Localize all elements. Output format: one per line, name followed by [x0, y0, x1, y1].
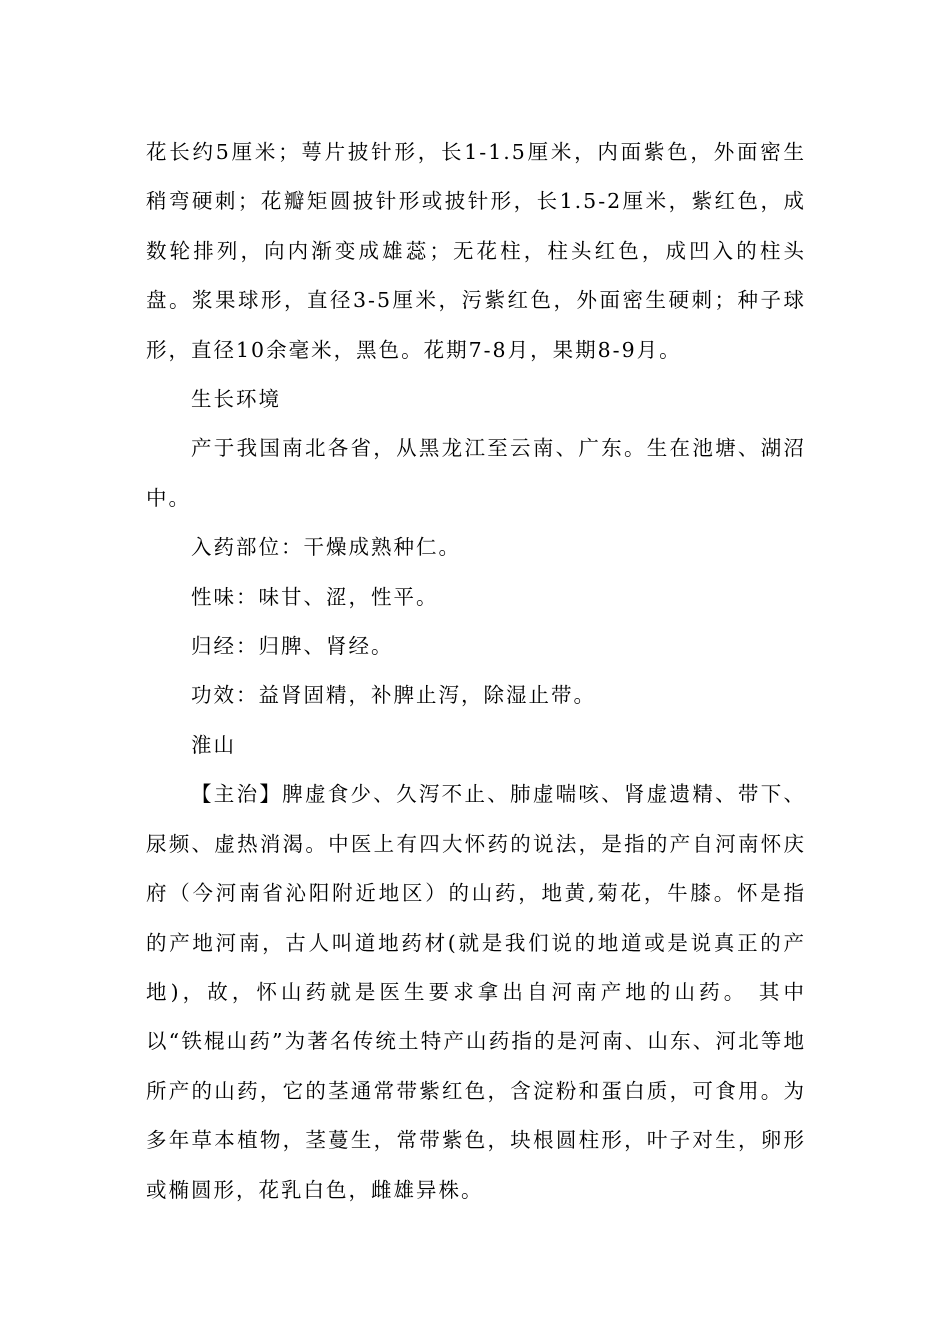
- paragraph-indications: 【主治】脾虚食少、久泻不止、肺虚喘咳、肾虚遗精、带下、尿频、虚热消渴。中医上有四大怀药的说法，是指的产自河南怀庆府（今河南省沁阳附近地区）的山药，地黄,菊花，牛膝。怀是指的产地河南，古人叫道地药材(就是我们说的地道或是说真正的产地)，故，怀山药就是医生要求拿出自河南产地的山药。 其中以“铁棍山药”为著名传统土特产山药指的是河南、山东、河北等地所产的山药，它的茎通常带紫红色，含淀粉和蛋白质，可食用。为多年草本植物，茎蔓生，常带紫色，块根圆柱形，叶子对生，卵形或椭圆形，花乳白色，雌雄异株。: [146, 782, 806, 1202]
- paragraph-distribution: 产于我国南北各省，从黑龙江至云南、广东。生在池塘、湖沼中。: [146, 436, 806, 510]
- paragraph-flower-description: 花长约5厘米；萼片披针形，长1-1.5厘米，内面紫色，外面密生稍弯硬刺；花瓣矩圆披针形或披针形，长1.5-2厘米，紫红色，成数轮排列，向内渐变成雄蕊；无花柱，柱头红色，成凹入的柱头盘。浆果球形，直径3-5厘米，污紫红色，外面密生硬刺；种子球形，直径10余毫米，黑色。花期7-8月，果期8-9月。: [146, 140, 806, 362]
- document-body: [146, 128, 806, 1215]
- heading-huaishan: 淮山: [191, 732, 236, 757]
- paragraph-meridian: 归经：归脾、肾经。: [191, 634, 394, 659]
- paragraph-medicinal-part: 入药部位：干燥成熟种仁。: [191, 535, 461, 560]
- paragraph-efficacy: 功效：益肾固精，补脾止泻，除湿止带。: [191, 683, 596, 708]
- heading-growth-environment: 生长环境: [191, 387, 281, 412]
- paragraph-nature-taste: 性味：味甘、涩，性平。: [191, 584, 439, 609]
